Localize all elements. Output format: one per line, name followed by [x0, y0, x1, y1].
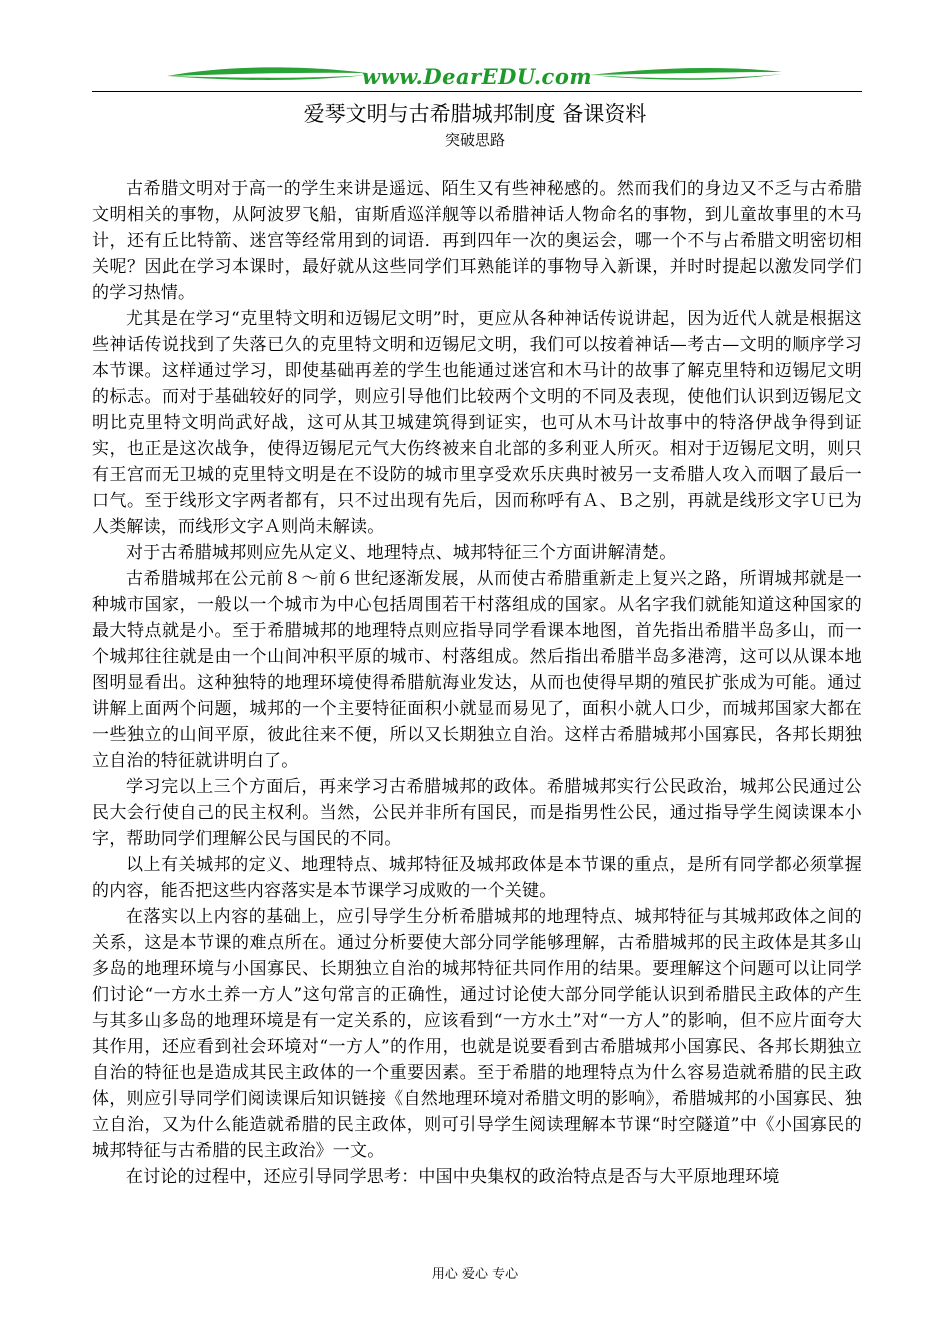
document-body: [92, 176, 862, 1190]
paragraph: 以上有关城邦的定义、地理特点、城邦特征及城邦政体是本节课的重点，是所有同学都必须掌握的内容，能否把这些内容落实是本节课学习成败的一个关键。: [92, 855, 862, 901]
site-logo-text: www.DearEDU.com: [361, 64, 593, 89]
paragraph: 对于古希腊城邦则应先从定义、地理特点、城邦特征三个方面讲解清楚。: [126, 543, 677, 563]
site-header-banner: [92, 60, 862, 92]
paragraph: 古希腊文明对于高一的学生来讲是遥远、陌生又有些神秘感的。然而我们的身边又不乏与古希腊文明相关的事物，从阿波罗飞船，宙斯盾巡洋舰等以希腊神话人物命名的事物，到儿童故事里的木马计，还有丘比特箭、迷宫等经常用到的词语．再到四年一次的奥运会，哪一个不与占希腊文明密切相关呢？因此在学习本课时，最好就从这些同学们耳熟能详的事物导入新课，并时时提起以激发同学们的学习热情。: [92, 179, 862, 303]
document-subtitle: 突破思路: [444, 131, 505, 149]
paragraph: 尤其是在学习“克里特文明和迈锡尼文明”时，更应从各种神话传说讲起，因为近代人就是根据这些神话传说找到了失落已久的克里特文明和迈锡尼文明，我们可以按着神话—考古—文明的顺序学习本节课。这样通过学习，即使基础再差的学生也能通过迷宫和木马计的故事了解克里特和迈锡尼文明的标志。而对于基础较好的同学，则应引导他们比较两个文明的不同及表现，使他们认识到迈锡尼文明比克里特文明尚武好战，这可从其卫城建筑得到证实，也可从木马计故事中的特洛伊战争得到证实，也正是这次战争，使得迈锡尼元气大伤终被来自北部的多利亚人所灭。相对于迈锡尼文明，则只有王宫而无卫城的克里特文明是在不设防的城市里享受欢乐庆典时被另一支希腊人攻入而咽了最后一口气。至于线形文字两者都有，只不过出现有先后，因而称呼有Ａ、Ｂ之别，再就是线形文字Ｕ已为人类解读，而线形文字Ａ则尚未解读。: [92, 309, 862, 537]
header-divider: [92, 91, 862, 92]
paragraph: 在讨论的过程中，还应引导同学思考：中国中央集权的政治特点是否与大平原地理环境: [126, 1167, 780, 1187]
paragraph: 学习完以上三个方面后，再来学习古希腊城邦的政体。希腊城邦实行公民政治，城邦公民通过公民大会行使自己的民主权利。当然，公民并非所有国民，而是指男性公民，通过指导学生阅读课本小字，帮助同学们理解公民与国民的不同。: [92, 777, 862, 849]
document-title: 爱琴文明与古希腊城邦制度 备课资料: [303, 102, 647, 126]
page-footer: 用心 爱心 专心: [431, 1267, 519, 1282]
paragraph: 在落实以上内容的基础上，应引导学生分析希腊城邦的地理特点、城邦特征与其城邦政体之间的关系，这是本节课的难点所在。通过分析要使大部分同学能够理解，古希腊城邦的民主政体是其多山多岛的地理环境与小国寡民、长期独立自治的城邦特征共同作用的结果。要理解这个问题可以让同学们讨论“一方水土养一方人”这句常言的正确性，通过讨论使大部分同学能认识到希腊民主政体的产生与其多山多岛的地理环境是有一定关系的，应该看到“一方水土”对“一方人”的影响，但不应片面夸大其作用，还应看到社会环境对“一方人”的作用，也就是说要看到古希腊城邦小国寡民、各邦长期独立自治的特征也是造成其民主政体的一个重要因素。至于希腊的地理特点为什么容易造就希腊的民主政体，则应引导同学们阅读课后知识链接《自然地理环境对希腊文明的影响》，希腊城邦的小国寡民、独立自治，又为什么能造就希腊的民主政体，则可引导学生阅读理解本节课“时空隧道”中《小国寡民的城邦特征与古希腊的民主政治》一文。: [92, 907, 862, 1161]
paragraph: 古希腊城邦在公元前８～前６世纪逐渐发展，从而使古希腊重新走上复兴之路，所谓城邦就是一种城市国家，一般以一个城市为中心包括周围若干村落组成的国家。从名字我们就能知道这种国家的最大特点就是小。至于希腊城邦的地理特点则应指导同学看课本地图，首先指出希腊半岛多山，而一个城邦往往就是由一个山间冲积平原的城市、村落组成。然后指出希腊半岛多港湾，这可以从课本地图明显看出。这种独特的地理环境使得希腊航海业发达，从而也使得早期的殖民扩张成为可能。通过讲解上面两个问题，城邦的一个主要特征面积小就显而易见了，面积小就人口少，而城邦国家大都在一些独立的山间平原，彼此往来不便，所以又长期独立自治。这样古希腊城邦小国寡民，各邦长期独立自治的特征就讲明白了。: [92, 569, 862, 771]
